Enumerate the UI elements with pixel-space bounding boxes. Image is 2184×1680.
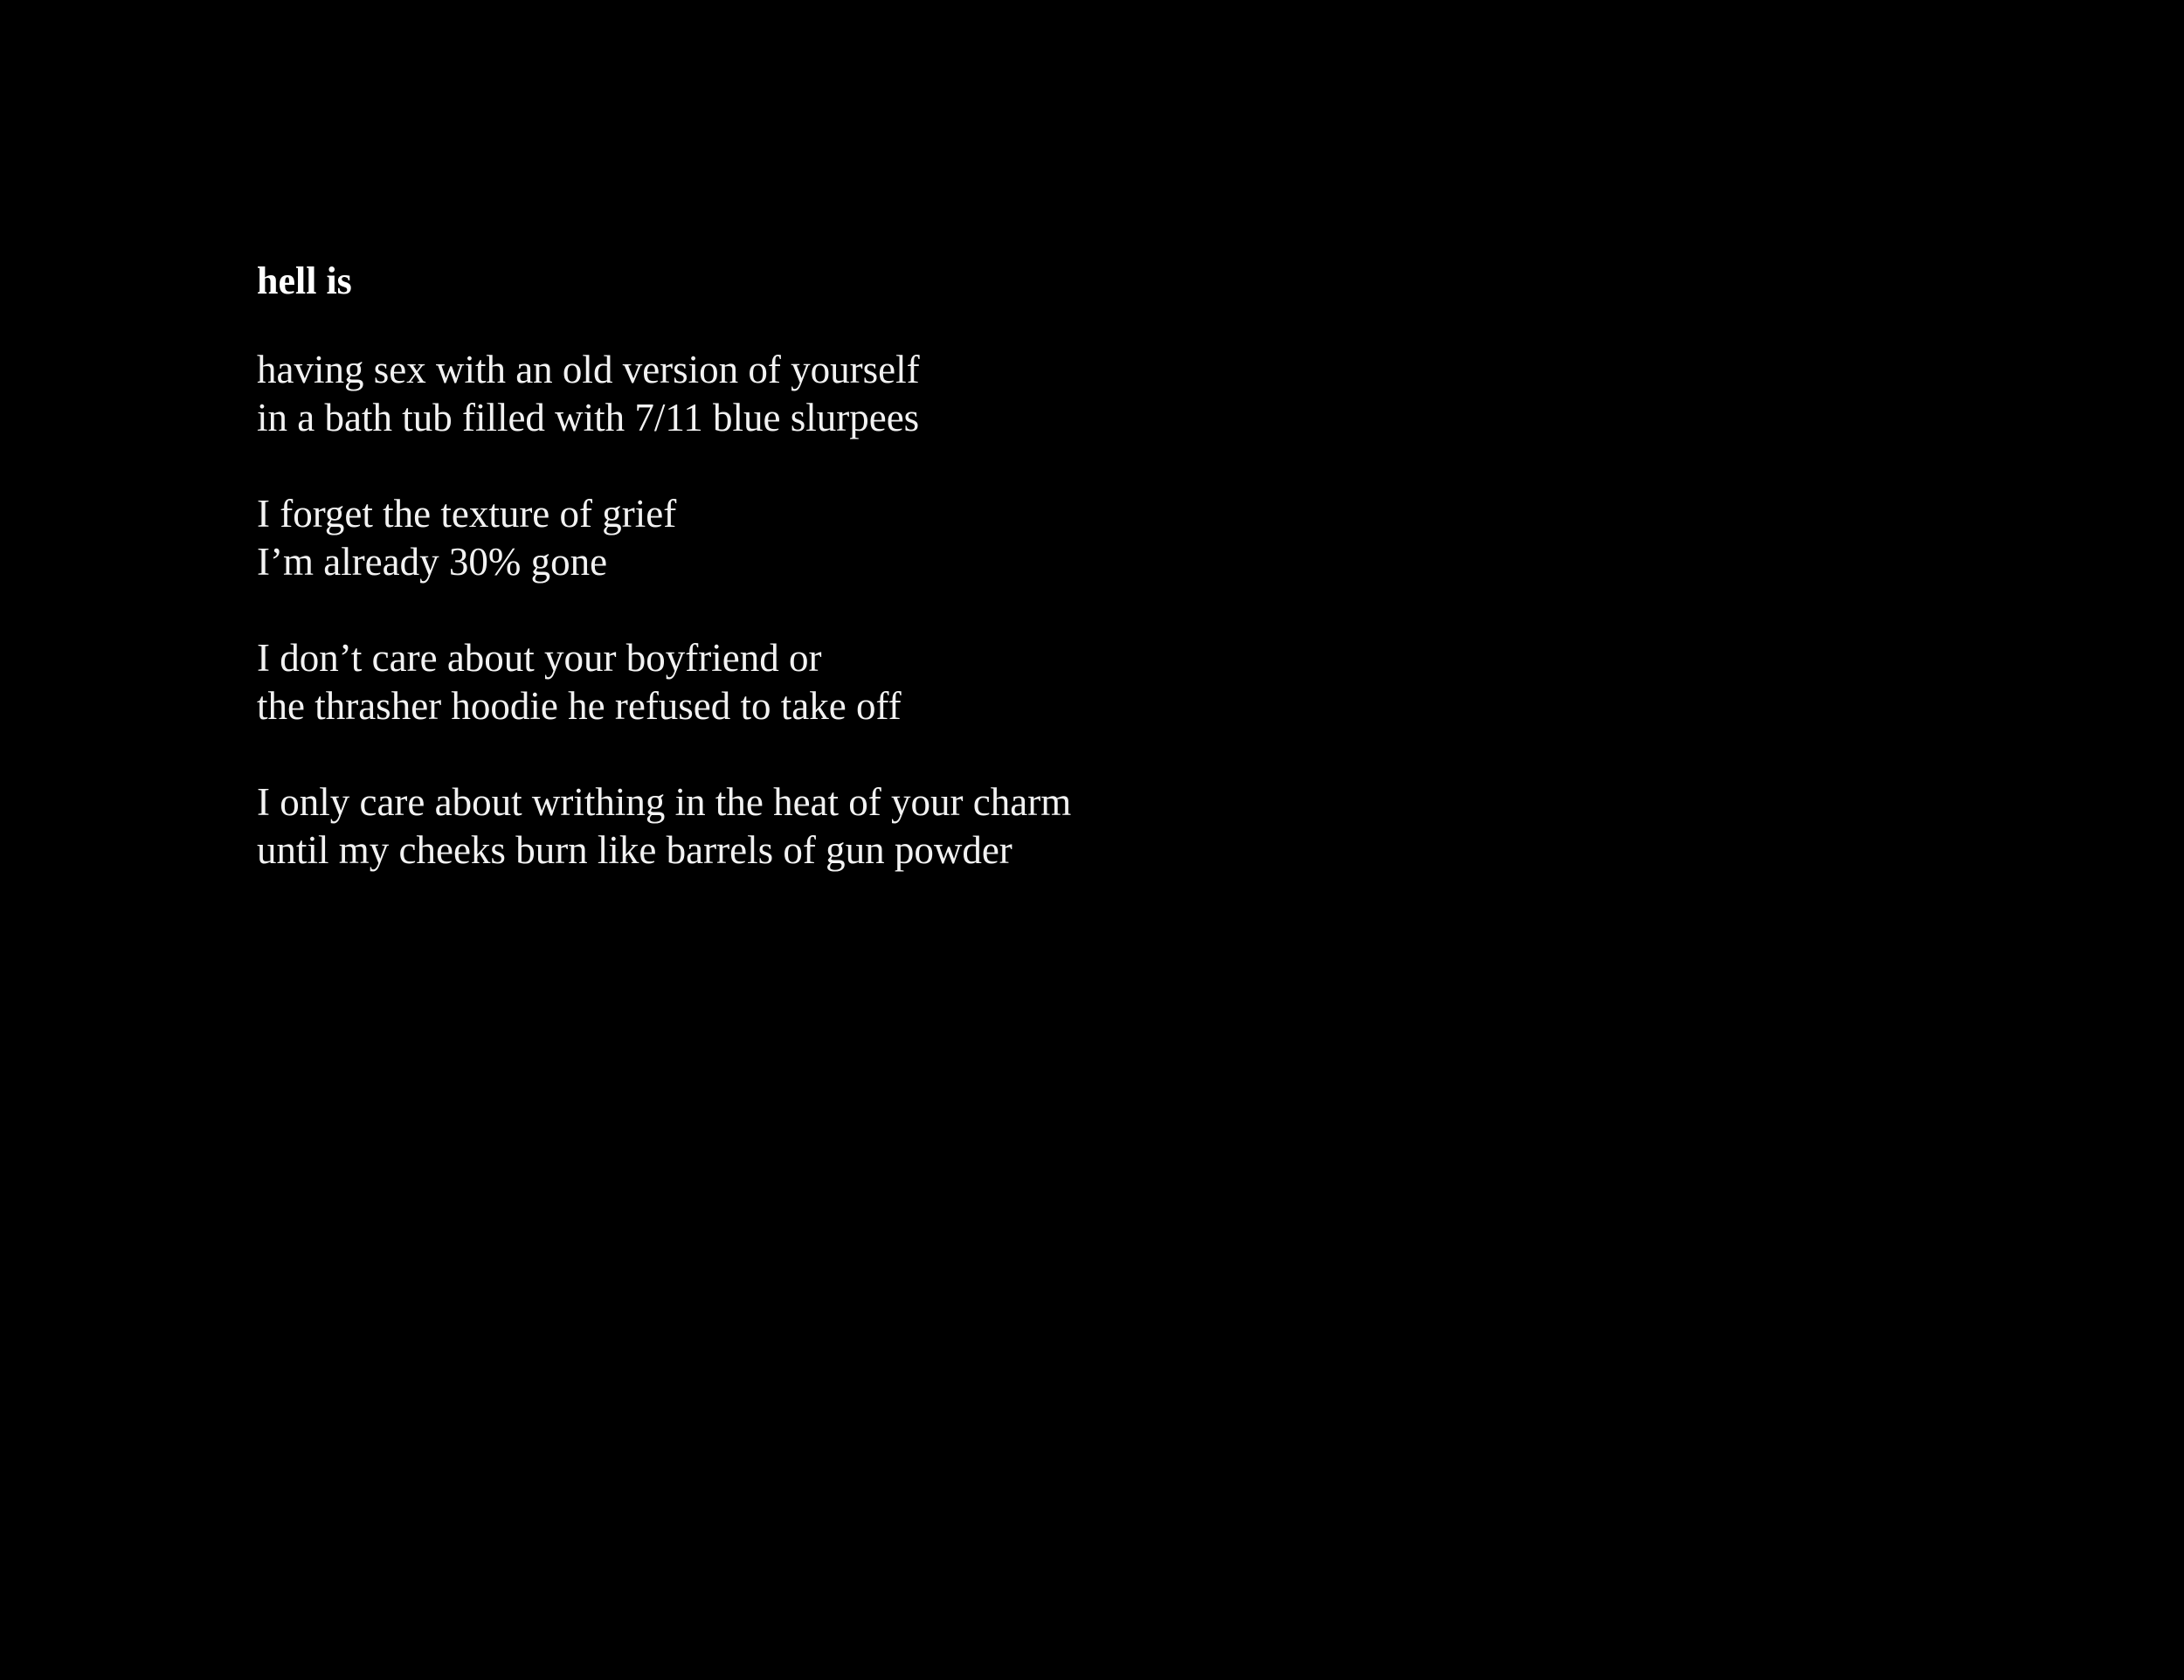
poem-line: in a bath tub filled with 7/11 blue slurpees [257, 396, 920, 439]
stanza-2 [257, 490, 1742, 586]
poem-line: I only care about writhing in the heat of your charm [257, 780, 1072, 824]
stanza-1 [257, 346, 1742, 442]
poem [257, 250, 1742, 875]
stanza-4 [257, 778, 1742, 875]
poem-line: the thrasher hoodie he refused to take off [257, 684, 902, 728]
poem-line: until my cheeks burn like barrels of gun powder [257, 828, 1013, 872]
poem-line: I forget the texture of grief [257, 492, 677, 536]
stanza-3 [257, 634, 1742, 730]
poem-line: I’m already 30% gone [257, 540, 608, 584]
poem-line: having sex with an old version of yourself [257, 348, 920, 391]
poem-title: hell is [257, 259, 352, 302]
poem-line: I don’t care about your boyfriend or [257, 636, 822, 680]
